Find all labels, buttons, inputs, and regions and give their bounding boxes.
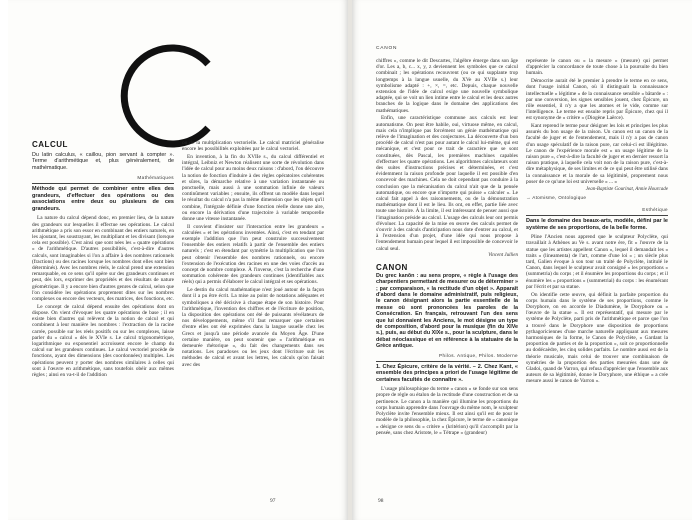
- right-column-1: [376, 58, 518, 498]
- paragraph: ou de la multiplication vectorielle. Le calcul matriciel généralise encore les possibilités exploitées par le calcul vectoriel.: [182, 140, 324, 153]
- entry-definition-canon: Du grec kanôn : au sens propre, « règle à l'usage des charpentiers permettant de mesurer ou de déterminer » ; par comparaison, « la rectitude d'un objet ». Apparaît d'abord dans le domaine administratif, puis religieux, le canon désignant alors la partie essentielle de la messe où sont prononcées les paroles de la Consécration. En français, retrouvant l'un des sens que lui donnaient les Anciens, le mot désigne un type de composition, d'abord pour la musique (fin du XIVe s.), puis, au début du XIXe s., pour la sculpture, dans le débat néoclassique et en référence à la statuaire de la Grèce antique.: [376, 272, 518, 350]
- category-esthetique: Esthétique: [642, 206, 668, 212]
- entry-lead-calcul: Méthode qui permet de combiner entre elles des grandeurs, d'effectuer des opérations ou des associations entre deux ou plusieurs de ces grandeurs.: [32, 186, 174, 212]
- author-signature: Vincent Jullien: [488, 253, 518, 259]
- paragraph: En invention, à la fin du XVIIe s., du calcul différentiel et intégral, Leibniz et Newton réalisent une sorte de révolution dans l'idée de calcul pour au moins deux raisons : d'abord, l'on découvre la notion de fonction d'induire à des règles opératoires cohérentes et sûres, la démarche relative à une variation instantanée ou ponctuelle, mais aussi à une sommation infinie de valeurs continûment variables ; ensuite, ils offrent un modèle dans lequel le résultat du calcul n'a pas la même dimension que les objets qu'il combine, l'intégrale définie d'une fonction réelle donne une aire, ou encore la dérivation d'une trajectoire à variable temporelle donne une vitesse instantanée.: [182, 153, 324, 222]
- divider: [32, 183, 174, 184]
- entry-definition-calcul: Du latin calculus, « caillou, pion servant à compter ». Terme d'arithmétique et, plus généralement, de mathématique.: [32, 152, 174, 171]
- divider: [526, 215, 668, 216]
- left-page: [8, 0, 348, 520]
- left-column-1: [32, 152, 174, 497]
- see-also-link[interactable]: → Atomisme, Ontologique: [526, 194, 587, 200]
- category-philosophie: Philos. Antique, Philos. Moderne: [439, 352, 518, 358]
- drop-letter-c: [108, 36, 228, 156]
- paragraph: Enfin, une caractéristique commune aux calculs est leur automatisme. On peut être habile, oui, virtuose même, en calcul, mais cela n'implique pas forcément un génie mathématique qui relève de l'imagination et des conjectures. La découverte d'un bon procédé de calcul n'est pas pour autant le calcul lui-même, qui est mécanique, et c'est pour ce trait de caractère que se sont constituées, dès Pascal, les premières machines capables d'effectuer les quatre opérations. Les algorithmes calculateurs sont des suites d'instructions précises et déterminées, et c'est évidemment la raison profonde pour laquelle il est possible d'en concevoir des machines. Cela ne doit cependant pas conduire à la conclusion que la mécanisation du calcul n'ait que de la pensée automatique, ou encore que n'importe qui puisse « calculer ». Le calcul fait appel à des raisonnements, ou de la démonstration mathématique dont il est le lieu. Ils ont, en effet, partie liée avec toute une histoire. À la limite, il est intéressant de penser aussi que l'imagination préside au calcul. L'usage des calculs leur ont permis d'évoluer. La capacité de la mise en œuvre des calculs permet de s'ouvrir à des calculs d'anticipation nous dote d'entrer au calcul, et à l'extension d'un projet, d'une idée qui nous propose à l'entendement humain pour lequel il est impossible de concevoir le calcul seul.: [376, 115, 518, 252]
- right-column-2: [526, 58, 668, 498]
- author-signature: Jean-Baptiste Gourinat, Annie Hourcade: [585, 186, 668, 192]
- entry-lead-canon: 1. Chez Épicure, critère de la vérité. – 2. Chez Kant, « ensemble des principes a priori de l'usage légitime de certaines facultés de connaître ».: [376, 363, 518, 383]
- page-number-right: 98: [378, 498, 384, 504]
- paragraph: Pline l'Ancien nous apprend que le sculpteur Polyclète, qui travaillait à Athènes au Ve s. avant notre ère, fit « l'œuvre de la statue que les artistes appellent Canon », lequel il demandait les « traits » (lineamenta) de l'art, comme d'une loi » ; un siècle plus tard, Galien évoque à son tour un traité de Polyclète, intitulé le Canon, dans lequel le sculpteur avait consigné « les proportions » (summetria) du corps ; et il énumère les proportions du corps ; et il énumère les « proportions » (summetriai) du corps : les énumérant par l'écrit et par sa statue.: [526, 234, 668, 290]
- paragraph: Il convient d'insister sur l'interaction entre les grandeurs « calculées » et les opérations inventées. Ainsi, c'est en tendant par exemple l'addition que l'on peut construire successivement l'ensemble des entiers relatifs à partir de l'ensemble des entiers naturels ; c'est en étendant par symétrie la multiplication que l'on peut obtenir l'ensemble des nombres rationnels, ou encore l'extension de l'exécution des racines en une des voies d'accès au concept de nombre complexe. À l'inverse, c'est la recherche d'une sommation cohérente des grandeurs continues (identifiables aux réels) qui a permis d'élaborer le calcul intégral et ses opérations.: [182, 223, 324, 286]
- entry-title-calcul: CALCUL: [32, 140, 68, 149]
- paragraph: chiffres », comme le dit Descartes, l'algèbre émerge dans son âge d'or. Les a, b, c... x, y, z deviennent les symboles que ce calcul combinait ; les opérations recouvrent (ou ce qui supplante trop longtemps à la langue usuelle, du XVe au XVIIe s.) leur symbolisme adapté : +, ×, =, etc. Depuis, chaque nouvelle extension de l'idée de calcul exige une nouvelle symbolique adaptée, qui se voit un lien intime entre le calcul et les deux autres branches de la logique dans le domaine des applications des mathématiques.: [376, 58, 518, 114]
- entry-title-canon: CANON: [376, 262, 408, 272]
- paragraph: Le concept de calcul dépend ensuite des opérations dont on dispose. On vient d'évoquer les quatre opérations de base ; il en existe bien d'autres qui relèvent de la notion de calcul et qui combinent à leur manière les nombres : l'extraction de la racine carrée, possible sur les réels positifs ou sur les complexes, laisse parler du « calcul » dès le XVIe s. Le calcul trigonométrique, logarithmique ou exponentiel accroissent encore le champ du calcul sur les grandeurs continues. Le calcul vectoriel procède de fonctions, ayant des dimensions (des coordonnées) multiples. Les opérations peuvent y porter des nombres similaires à celles qui sont à l'œuvre en arithmétique, sans toutefois obéir aux mêmes règles ; ainsi en va-t-il de l'addition: [32, 303, 174, 378]
- page-number-left: 97: [270, 498, 276, 504]
- paragraph: L'usage philosophique du terme « canon » se fonde sur son sens propre de règle ou étalon de la rectitude d'une construction et de sa pertinence. Le canon a la manière qui illumine les proportions du corps humain apprendre dans l'ouvrage du même nom, le sculpteur Polyclète invite l'ensemble mieux. Il est ainsi qu'il est de pour le modèle de la philosophie, la chez Épicure, le terme de « canonique » désigne ce sens du « critère » (kritérion) qu'il s'accomplit par la pensée, sans chez Aristote, le « Tétrape » (grandeur): [376, 386, 518, 436]
- paragraph: représente le canon ou « la mesure » (mesure) qui permet d'apprécier la concordance de toute chose à la poursuite du bien humain.: [526, 58, 668, 77]
- paragraph: Démocrite aurait été le premier à prendre le terme en ce sens, dont l'usage initial Canon, où il distinguait la connaissance intellectuelle « légitime » de la connaissance sensible « bâtarde » : par une conversion, les signes sensibles jouent, chez Épicure, un rôle essentiel, il n'y a que les atomes et le vide, comme sur l'intelligence. Le terme est ensuite repris par Épicure, chez qui il est synonyme de « critère » (Diogène Laërce).: [526, 78, 668, 122]
- divider: [376, 361, 518, 362]
- right-page: [352, 0, 692, 520]
- paragraph: On identifie cette œuvre, qui définit la parfaite proportion du corps humain dans le système de ses proportions, comme le Doryphore, on en accorde le Diadumène, le Doryphore ou « l'œuvre de la statue ». Il est représentatif, qui mesure par le système de Polyclète, parti pris de l'arithmétique et parce que l'on a trouvé dans le Doryphore une disposition de proportions pythagoriciennes d'une marche naturelle appliquant aux mesures harmoniques de la forme, le Canon de Polyclète, « Gardant la proportion de parties et de la proportion », soit ce proportionnelle au dodécaèdre, les cinq solides parfaits. Le nombre aussi est de la théorie musicale, mais celui de trouver une combinaison de symétries de la proportion des parties mesurées dans une de Gladoi, quand de Varron, qui refusa d'apprécier que l'ensemble aux auteurs de sa légitimité, donne le Doryphore, une éthique « a crée mesure aussi le canon de Varron ».: [526, 291, 668, 385]
- paragraph: La nature du calcul dépend donc, en premier lieu, de la nature des grandeurs sur lesquelles il effectue ses opérations. Le calcul arithmétique a pris son essor en combinant des entiers naturels, en les ajoutant, les soustrayant, les multipliant et les divisant (lorsque cela est possible). C'est ainsi que sont nées les « quatre opérations » de l'arithmétique. D'autres possibilités, c'est-à-dire d'autres calculs, sont imaginables si l'on a affaire à des nombres rationnels (fractions) ou des racines lorsque les nombres dont elles sont bien déterminés). Avec les nombres réels, le calcul prend une extension remarquable, en ce sens qu'il opère sur des grandeurs continues et peut, dès lors, exprimer des propriétés et des résultats de nature géométrique. Il y a encore bien d'autres genres de calcul, selon que l'on considère les opérations proprement dites sur les nombres complexes ou encore des vecteurs, des matrices, des fonctions, etc.: [32, 215, 174, 303]
- paragraph: Le destin du calcul mathématique n'est joué autour de la façon dont il a pu être écrit. La mise au point de notations adéquates et symboliques a été décisive à chaque étape de son histoire. Pour l'arithmétique, l'invention des chiffres et de l'écriture de position, la disposition des opérations ont été de puissants révélateurs de nos développements, même s'il faut remarquer que certaines d'entre elles ont été exprimées dans la langue usuelle chez les Grecs et jusqu'à une période avancée du Moyen Âge. D'une certaine manière, on peut soutenir que « l'arithmétique en demeurée rhétorique », du fait des changements dans ses notations. Les paradoxes ou les jeux dont l'écriture suit les méthodes de calcul et avant les lettres, les calculs qu'on faisait avec des: [182, 287, 324, 368]
- left-column-2: [182, 140, 324, 497]
- entry-lead-esthetique: Dans le domaine des beaux-arts, modèle, défini par le système de ses proportions, de la belle forme.: [526, 218, 668, 231]
- category-mathematiques: Mathématiques: [137, 175, 174, 181]
- running-head: CANON: [376, 46, 398, 51]
- paragraph: Kant reprend le terme pour désigner les lois et principes les plus assurés du bon usage de la raison. Un canon est un canon de la faculté de juger et de l'entendement, mais il n'y a pas de canon d'un usage spéculatif de la raison pure, car celui-ci est illégitime. Le canon de l'expérience morale est « un usage légitime de la raison pure », c'est-à-dire la faculté de juger et en dernier ressort la raison pratique, à laquelle cela voit non de la raison pure, c'est-à-dire métaphysique, de ses limites et de ce qui peut être utilisé dans la connaissance et la morale de sa légitimité, proprement nous poser de ce qu'une loi est universelle « ... »: [526, 123, 668, 185]
